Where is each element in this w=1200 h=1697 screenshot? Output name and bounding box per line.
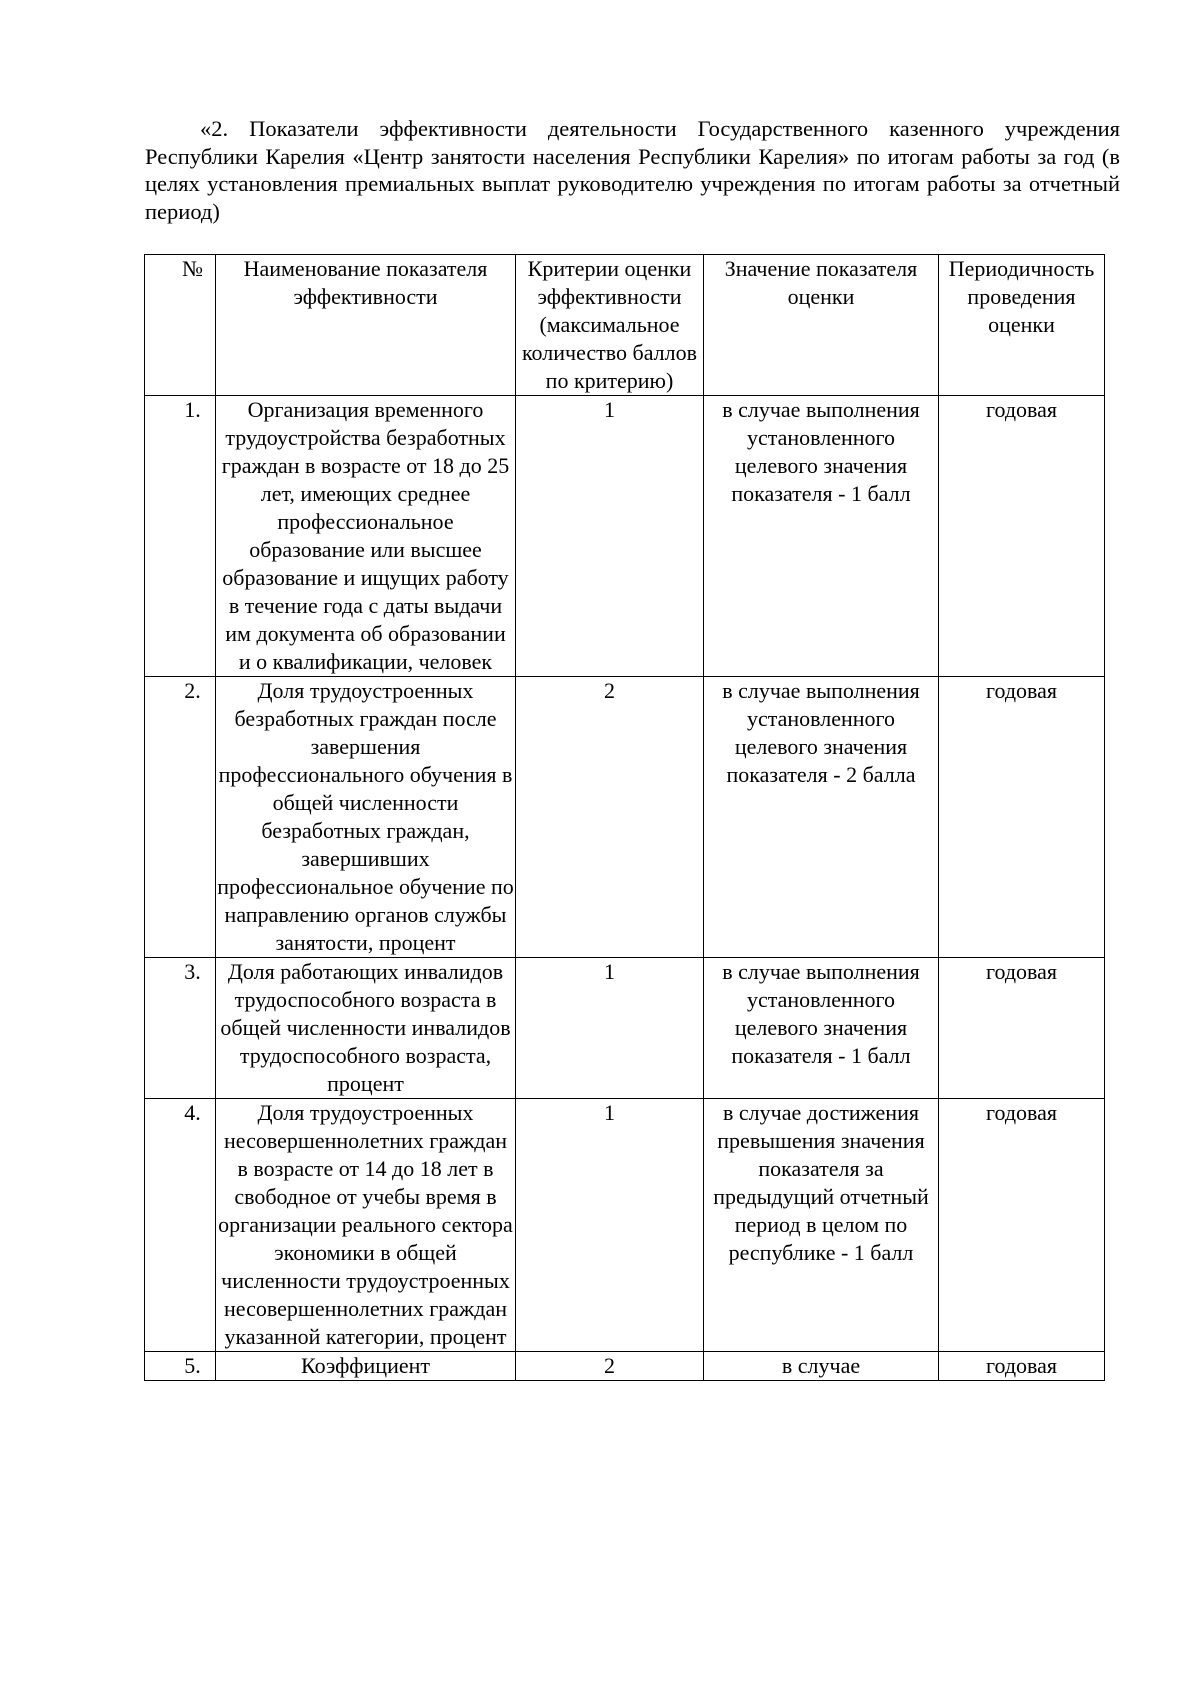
- table-row: [145, 1099, 1105, 1352]
- row-criteria: 2: [516, 677, 704, 958]
- table-row: [145, 677, 1105, 958]
- table-row: [145, 396, 1105, 677]
- header-period: Периодичность проведения оценки: [939, 255, 1105, 396]
- row-name: Доля трудоустроенных несовершеннолетних граждан в возрасте от 14 до 18 лет в свободное от учебы время в организации реального сектора экономики в общей численности трудоустроенных несовершеннолетних граждан указанной категории, процент: [216, 1099, 516, 1352]
- row-criteria: 1: [516, 396, 704, 677]
- row-name: Организация временного трудоустройства безработных граждан в возрасте от 18 до 25 лет, имеющих среднее профессиональное образование или высшее образование и ищущих работу в течение года с даты выдачи им документа об образовании и о квалификации, человек: [216, 396, 516, 677]
- row-value: в случае достижения превышения значения показателя за предыдущий отчетный период в целом по республике - 1 балл: [704, 1099, 939, 1352]
- row-value: в случае выполнения установленного целевого значения показателя - 1 балл: [704, 958, 939, 1099]
- intro-paragraph: [145, 115, 1120, 225]
- header-num: №: [145, 255, 216, 396]
- row-period: годовая: [939, 396, 1105, 677]
- row-name: Доля работающих инвалидов трудоспособного возраста в общей численности инвалидов трудоспособного возраста, процент: [216, 958, 516, 1099]
- table-header-row: [145, 255, 1105, 396]
- row-num: 2.: [145, 677, 216, 958]
- header-name: Наименование показателя эффективности: [216, 255, 516, 396]
- intro-text: «2. Показатели эффективности деятельности Государственного казенного учреждения Республики Карелия «Центр занятости населения Республики Карелия» по итогам работы за год (в целях установления премиальных выплат руководителю учреждения по итогам работы за отчетный период): [145, 116, 1120, 224]
- row-value: в случае выполнения установленного целевого значения показателя - 2 балла: [704, 677, 939, 958]
- row-num: 5.: [145, 1352, 216, 1381]
- row-value: в случае: [704, 1352, 939, 1381]
- row-period: годовая: [939, 677, 1105, 958]
- row-num: 3.: [145, 958, 216, 1099]
- row-period: годовая: [939, 1352, 1105, 1381]
- row-name: Доля трудоустроенных безработных граждан после завершения профессионального обучения в общей численности безработных граждан, завершивших профессиональное обучение по направлению органов службы занятости, процент: [216, 677, 516, 958]
- indicators-table: [144, 254, 1105, 1381]
- table-row: [145, 1352, 1105, 1381]
- row-criteria: 2: [516, 1352, 704, 1381]
- row-period: годовая: [939, 958, 1105, 1099]
- table-row: [145, 958, 1105, 1099]
- header-criteria: Критерии оценки эффективности (максимальное количество баллов по критерию): [516, 255, 704, 396]
- row-num: 1.: [145, 396, 216, 677]
- header-value: Значение показателя оценки: [704, 255, 939, 396]
- row-criteria: 1: [516, 958, 704, 1099]
- row-num: 4.: [145, 1099, 216, 1352]
- row-period: годовая: [939, 1099, 1105, 1352]
- row-value: в случае выполнения установленного целевого значения показателя - 1 балл: [704, 396, 939, 677]
- row-criteria: 1: [516, 1099, 704, 1352]
- row-name: Коэффициент: [216, 1352, 516, 1381]
